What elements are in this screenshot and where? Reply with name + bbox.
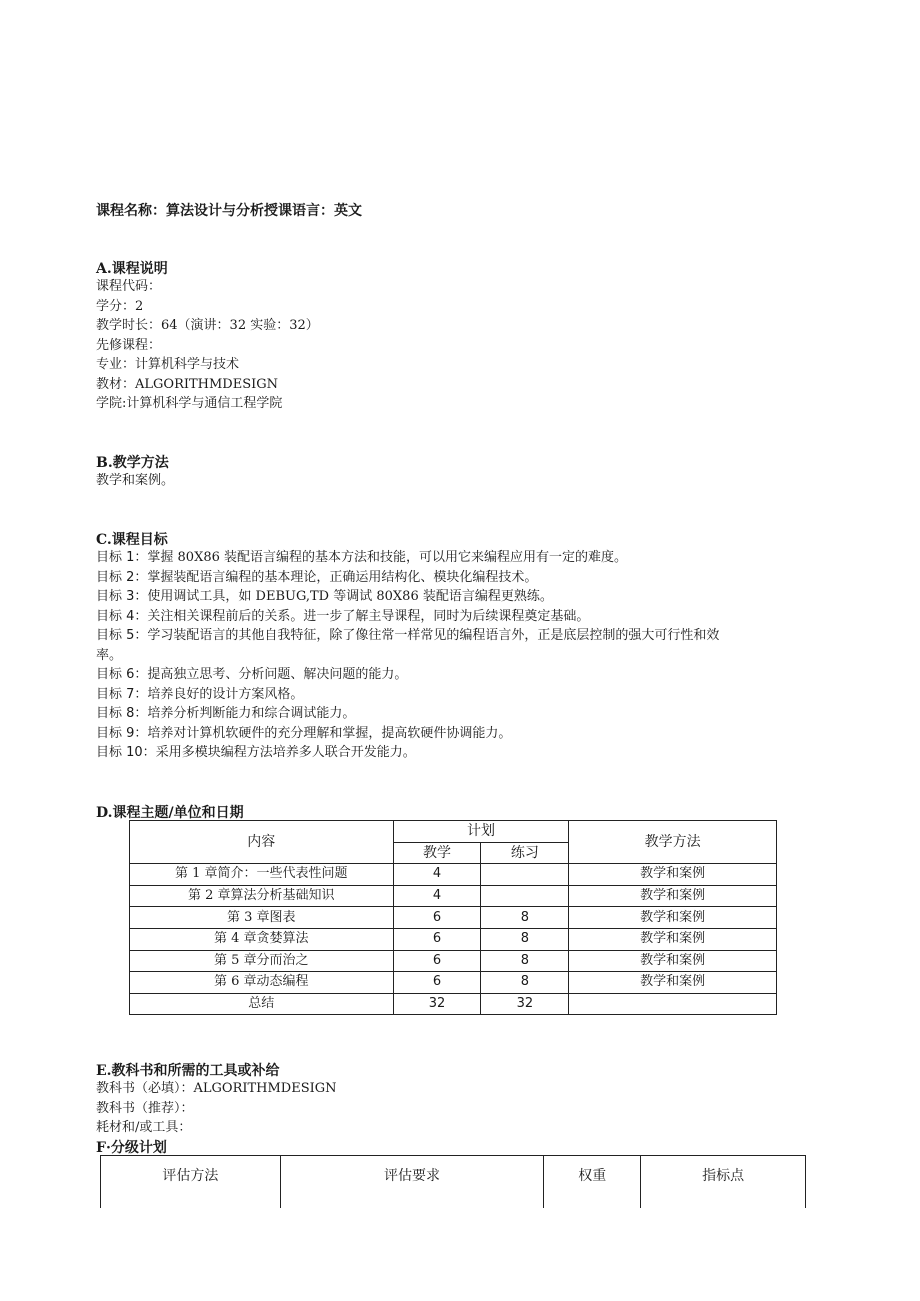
header-content: 内容	[130, 821, 394, 864]
header-teach: 教学	[393, 842, 481, 864]
cell-content: 第 2 章算法分析基础知识	[130, 885, 394, 907]
grading-header-row	[101, 1156, 806, 1209]
table-row	[130, 907, 777, 929]
cell-method: 教学和案例	[569, 928, 777, 950]
cell-teach: 6	[393, 907, 481, 929]
cell-practice	[481, 885, 569, 907]
cell-content: 第 1 章简介：一些代表性问题	[130, 864, 394, 886]
cell-method: 教学和案例	[569, 907, 777, 929]
header-weight: 权重	[544, 1156, 641, 1209]
section-e-heading: E.教科书和所需的工具或补给	[96, 1063, 280, 1079]
table-row	[130, 972, 777, 994]
goal-item: 目标 2：掌握装配语言编程的基本理论，正确运用结构化、模块化编程技术。	[96, 569, 538, 585]
cell-method: 教学和案例	[569, 864, 777, 886]
major: 专业：计算机科学与技术	[96, 357, 240, 372]
cell-method: 教学和案例	[569, 885, 777, 907]
table-row	[130, 950, 777, 972]
cell-teach: 4	[393, 885, 481, 907]
schedule-table	[129, 820, 777, 1015]
cell-content: 第 4 章贪婪算法	[130, 928, 394, 950]
cell-teach: 6	[393, 950, 481, 972]
section-d-heading: D.课程主题/单位和日期	[96, 805, 244, 821]
cell-practice: 8	[481, 950, 569, 972]
cell-method	[569, 993, 777, 1015]
cell-method: 教学和案例	[569, 972, 777, 994]
required-textbook: 教科书（必填）：ALGORITHMDESIGN	[96, 1081, 337, 1096]
goal-item: 目标 7：培养良好的设计方案风格。	[96, 686, 304, 702]
goal-item: 目标 1：掌握 80X86 装配语言编程的基本方法和技能，可以用它来编程应用有一定的难度。	[96, 550, 628, 565]
teaching-hours: 教学时长：64（演讲：32 实验：32）	[96, 318, 319, 333]
section-c-heading: C.课程目标	[96, 532, 168, 548]
goal-item: 目标 5：学习装配语言的其他自我特征，除了像往常一样常见的编程语言外，正是底层控制的强大可行性和效	[96, 628, 720, 643]
course-code: 课程代码：	[96, 279, 162, 294]
header-assessment-method: 评估方法	[101, 1156, 281, 1209]
table-row	[130, 864, 777, 886]
goal-item-continuation: 率。	[96, 647, 123, 663]
cell-practice: 8	[481, 972, 569, 994]
recommended-textbook: 教科书（推荐）：	[96, 1100, 194, 1116]
course-title-line: 课程名称：算法设计与分析授课语言：英文	[96, 203, 362, 219]
header-practice: 练习	[481, 842, 569, 864]
cell-practice: 32	[481, 993, 569, 1015]
header-method: 教学方法	[569, 821, 777, 864]
section-a-heading: A.课程说明	[96, 261, 168, 277]
table-total-row	[130, 993, 777, 1015]
prerequisites: 先修课程：	[96, 337, 162, 353]
grading-table	[100, 1155, 806, 1208]
section-f-heading: F·分级计划	[96, 1140, 167, 1156]
supplies-tools: 耗材和/或工具：	[96, 1120, 192, 1135]
cell-teach: 6	[393, 972, 481, 994]
college: 学院:计算机科学与通信工程学院	[96, 396, 283, 411]
cell-teach: 32	[393, 993, 481, 1015]
goal-item: 目标 8：培养分析判断能力和综合调试能力。	[96, 706, 356, 721]
cell-content: 第 3 章图表	[130, 907, 394, 929]
table-header-row	[130, 821, 777, 843]
goal-item: 目标 10：采用多模块编程方法培养多人联合开发能力。	[96, 745, 416, 760]
textbook: 教材：ALGORITHMDESIGN	[96, 376, 279, 392]
header-assessment-requirement: 评估要求	[280, 1156, 544, 1209]
header-indicator: 指标点	[641, 1156, 806, 1209]
credits: 学分：2	[96, 298, 144, 314]
teaching-method-text: 教学和案例。	[96, 473, 175, 488]
cell-teach: 4	[393, 864, 481, 886]
table-row	[130, 928, 777, 950]
goal-item: 目标 4：关注相关课程前后的关系。进一步了解主导课程，同时为后续课程奠定基础。	[96, 608, 590, 624]
cell-content: 第 6 章动态编程	[130, 972, 394, 994]
cell-teach: 6	[393, 928, 481, 950]
cell-practice: 8	[481, 907, 569, 929]
cell-content: 第 5 章分而治之	[130, 950, 394, 972]
cell-method: 教学和案例	[569, 950, 777, 972]
goal-item: 目标 9：培养对计算机软硬件的充分理解和掌握，提高软硬件协调能力。	[96, 725, 512, 741]
goal-item: 目标 3：使用调试工具，如 DEBUG,TD 等调试 80X86 装配语言编程更熟练。	[96, 589, 553, 604]
section-b-heading: B.教学方法	[96, 455, 169, 471]
header-plan: 计划	[393, 821, 569, 843]
cell-content: 总结	[130, 993, 394, 1015]
table-row	[130, 885, 777, 907]
cell-practice	[481, 864, 569, 886]
cell-practice: 8	[481, 928, 569, 950]
goal-item: 目标 6：提高独立思考、分析问题、解决问题的能力。	[96, 667, 408, 682]
